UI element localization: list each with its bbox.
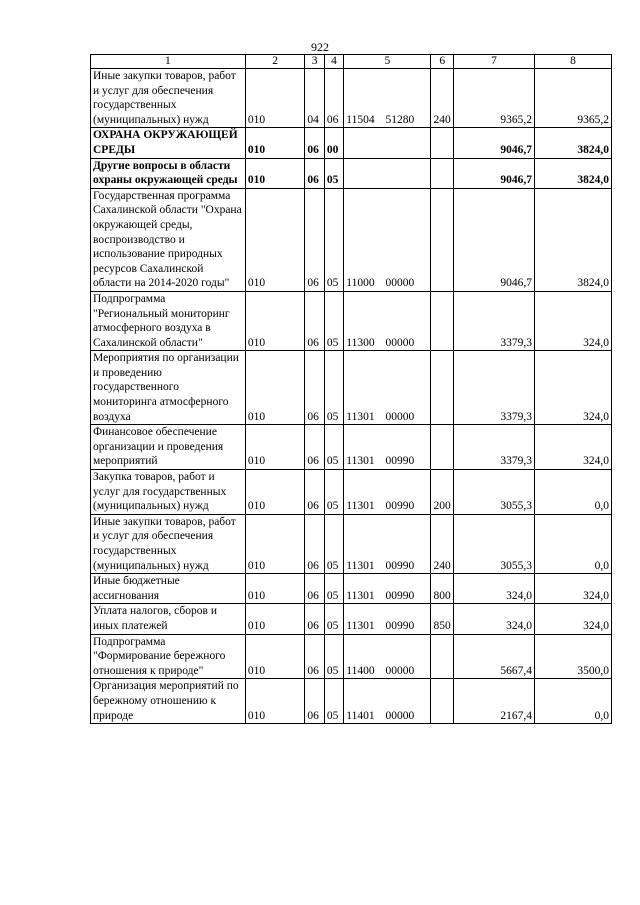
subsection-cell: 05	[324, 634, 343, 679]
column-header: 2	[245, 55, 304, 69]
subsection-cell: 05	[324, 425, 343, 470]
expense-type-cell: 800	[431, 574, 454, 604]
admin-code-cell: 010	[245, 128, 304, 158]
subsection-cell: 05	[324, 604, 343, 634]
table-body	[91, 69, 612, 724]
amount-cell-col8: 0,0	[535, 470, 612, 515]
admin-code-cell: 010	[245, 470, 304, 515]
subsection-cell: 05	[324, 514, 343, 573]
column-header: 3	[305, 55, 324, 69]
table-row	[91, 351, 612, 425]
subsection-cell: 05	[324, 351, 343, 425]
expense-type-cell: 240	[431, 514, 454, 573]
target-article-cell: 11301 00990	[344, 574, 431, 604]
target-article-cell	[344, 158, 431, 188]
subsection-cell: 05	[324, 158, 343, 188]
section-cell: 06	[305, 291, 324, 350]
expense-type-cell	[431, 128, 454, 158]
table-row	[91, 158, 612, 188]
admin-code-cell: 010	[245, 291, 304, 350]
table-row	[91, 291, 612, 350]
amount-cell-col8: 3500,0	[535, 634, 612, 679]
amount-cell-col8: 324,0	[535, 425, 612, 470]
section-cell: 06	[305, 679, 324, 724]
target-article-cell: 11504 51280	[344, 69, 431, 128]
amount-cell-col8: 0,0	[535, 679, 612, 724]
expense-type-cell	[431, 291, 454, 350]
expense-type-cell: 240	[431, 69, 454, 128]
target-article-cell: 11401 00000	[344, 679, 431, 724]
column-header: 5	[344, 55, 431, 69]
amount-cell-col7: 3055,3	[454, 514, 535, 573]
amount-cell-col7: 2167,4	[454, 679, 535, 724]
row-name-cell: Иные закупки товаров, работ и услуг для обеспечения государственных (муниципальных) нужд	[91, 69, 246, 128]
row-name-cell: Мероприятия по организации и проведению государственного мониторинга атмосферного воздуха	[91, 351, 246, 425]
admin-code-cell: 010	[245, 604, 304, 634]
amount-cell-col8: 324,0	[535, 351, 612, 425]
column-header: 8	[535, 55, 612, 69]
admin-code-cell: 010	[245, 158, 304, 188]
target-article-cell: 11000 00000	[344, 188, 431, 291]
expense-type-cell	[431, 351, 454, 425]
expense-type-cell	[431, 158, 454, 188]
section-cell: 06	[305, 470, 324, 515]
admin-code-cell: 010	[245, 188, 304, 291]
section-cell: 06	[305, 634, 324, 679]
amount-cell-col8: 324,0	[535, 604, 612, 634]
admin-code-cell: 010	[245, 574, 304, 604]
amount-cell-col8: 324,0	[535, 574, 612, 604]
table-row	[91, 128, 612, 158]
subsection-cell: 06	[324, 69, 343, 128]
amount-cell-col7: 3379,3	[454, 351, 535, 425]
subsection-cell: 05	[324, 574, 343, 604]
amount-cell-col7: 9046,7	[454, 158, 535, 188]
page-number: 922	[311, 40, 329, 54]
subsection-cell: 05	[324, 679, 343, 724]
section-cell: 06	[305, 351, 324, 425]
row-name-cell: Закупка товаров, работ и услуг для государственных (муниципальных) нужд	[91, 470, 246, 515]
expense-type-cell: 200	[431, 470, 454, 515]
amount-cell-col8: 324,0	[535, 291, 612, 350]
subsection-cell: 05	[324, 291, 343, 350]
section-cell: 06	[305, 574, 324, 604]
admin-code-cell: 010	[245, 634, 304, 679]
amount-cell-col7: 9365,2	[454, 69, 535, 128]
admin-code-cell: 010	[245, 514, 304, 573]
section-cell: 06	[305, 158, 324, 188]
table-row	[91, 514, 612, 573]
amount-cell-col7: 324,0	[454, 574, 535, 604]
table-row	[91, 574, 612, 604]
row-name-cell: Другие вопросы в области охраны окружающей среды	[91, 158, 246, 188]
admin-code-cell: 010	[245, 351, 304, 425]
row-name-cell: Подпрограмма "Региональный мониторинг атмосферного воздуха в Сахалинской области"	[91, 291, 246, 350]
table-row	[91, 188, 612, 291]
column-header: 7	[454, 55, 535, 69]
row-name-cell: Уплата налогов, сборов и иных платежей	[91, 604, 246, 634]
table-row	[91, 679, 612, 724]
target-article-cell: 11301 00990	[344, 514, 431, 573]
amount-cell-col7: 3055,3	[454, 470, 535, 515]
amount-cell-col7: 3379,3	[454, 291, 535, 350]
target-article-cell: 11301 00990	[344, 470, 431, 515]
table-row	[91, 604, 612, 634]
amount-cell-col7: 324,0	[454, 604, 535, 634]
section-cell: 04	[305, 69, 324, 128]
amount-cell-col7: 3379,3	[454, 425, 535, 470]
table-row	[91, 425, 612, 470]
budget-table	[90, 54, 612, 724]
table-row	[91, 634, 612, 679]
subsection-cell: 05	[324, 470, 343, 515]
target-article-cell: 11301 00990	[344, 604, 431, 634]
table-row	[91, 69, 612, 128]
expense-type-cell: 850	[431, 604, 454, 634]
subsection-cell: 00	[324, 128, 343, 158]
amount-cell-col7: 9046,7	[454, 128, 535, 158]
row-name-cell: Организация мероприятий по бережному отношению к природе	[91, 679, 246, 724]
amount-cell-col7: 5667,4	[454, 634, 535, 679]
admin-code-cell: 010	[245, 425, 304, 470]
target-article-cell: 11300 00000	[344, 291, 431, 350]
amount-cell-col8: 3824,0	[535, 188, 612, 291]
expense-type-cell	[431, 425, 454, 470]
row-name-cell: Иные бюджетные ассигнования	[91, 574, 246, 604]
column-header: 4	[324, 55, 343, 69]
column-header-row	[91, 55, 612, 69]
section-cell: 06	[305, 425, 324, 470]
amount-cell-col8: 0,0	[535, 514, 612, 573]
row-name-cell: Подпрограмма "Формирование бережного отношения к природе"	[91, 634, 246, 679]
target-article-cell: 11301 00990	[344, 425, 431, 470]
expense-type-cell	[431, 679, 454, 724]
amount-cell-col8: 3824,0	[535, 128, 612, 158]
row-name-cell: Иные закупки товаров, работ и услуг для обеспечения государственных (муниципальных) нужд	[91, 514, 246, 573]
section-cell: 06	[305, 514, 324, 573]
expense-type-cell	[431, 188, 454, 291]
amount-cell-col7: 9046,7	[454, 188, 535, 291]
section-cell: 06	[305, 604, 324, 634]
admin-code-cell: 010	[245, 69, 304, 128]
expense-type-cell	[431, 634, 454, 679]
amount-cell-col8: 3824,0	[535, 158, 612, 188]
row-name-cell: Государственная программа Сахалинской области "Охрана окружающей среды, воспроизводство и использование природных ресурсов Сахалинской области на 2014-2020 годы"	[91, 188, 246, 291]
target-article-cell: 11400 00000	[344, 634, 431, 679]
amount-cell-col8: 9365,2	[535, 69, 612, 128]
section-cell: 06	[305, 128, 324, 158]
section-cell: 06	[305, 188, 324, 291]
target-article-cell	[344, 128, 431, 158]
subsection-cell: 05	[324, 188, 343, 291]
column-header: 6	[431, 55, 454, 69]
target-article-cell: 11301 00000	[344, 351, 431, 425]
row-name-cell: Финансовое обеспечение организации и проведения мероприятий	[91, 425, 246, 470]
column-header: 1	[91, 55, 246, 69]
table-row	[91, 470, 612, 515]
row-name-cell: ОХРАНА ОКРУЖАЮЩЕЙ СРЕДЫ	[91, 128, 246, 158]
admin-code-cell: 010	[245, 679, 304, 724]
